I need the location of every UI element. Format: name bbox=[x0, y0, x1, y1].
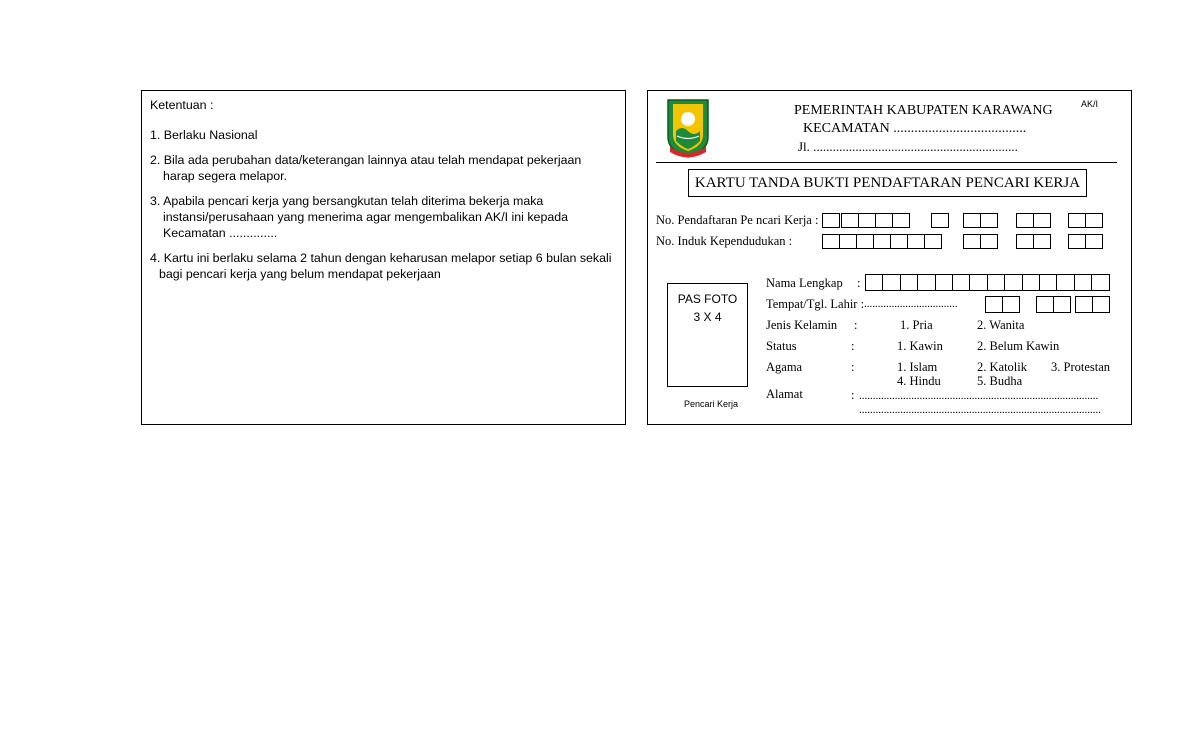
nik-digit-box[interactable] bbox=[1068, 234, 1086, 249]
address-line-2: ........................................................................................ bbox=[859, 404, 1101, 416]
address-colon: : bbox=[851, 388, 855, 402]
nik-digit-box[interactable] bbox=[924, 234, 942, 249]
birth-date-digit-box[interactable] bbox=[1002, 296, 1020, 313]
name-char-box[interactable] bbox=[900, 274, 918, 291]
birth-date-digit-box[interactable] bbox=[1053, 296, 1071, 313]
header-line-1: PEMERINTAH KABUPATEN KARAWANG bbox=[794, 103, 1053, 118]
nik-digit-box[interactable] bbox=[1085, 234, 1103, 249]
address-label: Alamat bbox=[766, 387, 803, 401]
rule-text: 2. Bila ada perubahan data/keterangan lainnya atau telah mendapat pekerjaan bbox=[150, 153, 582, 167]
photo-caption: Pencari Kerja bbox=[684, 399, 739, 409]
birth-date-digit-box[interactable] bbox=[1092, 296, 1110, 313]
nik-digit-box[interactable] bbox=[839, 234, 857, 249]
name-char-box[interactable] bbox=[952, 274, 970, 291]
reg-no-digit-box[interactable] bbox=[1016, 213, 1034, 228]
birth-date-digit-box[interactable] bbox=[1036, 296, 1054, 313]
religion-colon: : bbox=[851, 360, 855, 374]
nik-digit-box[interactable] bbox=[1016, 234, 1034, 249]
reg-no-digit-box[interactable] bbox=[931, 213, 949, 228]
name-char-box[interactable] bbox=[1022, 274, 1040, 291]
rules-list bbox=[150, 97, 615, 291]
birth-label: Tempat/Tgl. Lahir : bbox=[766, 297, 865, 311]
nik-digit-box[interactable] bbox=[1033, 234, 1051, 249]
rule-item-4 bbox=[150, 250, 615, 282]
reg-no-digit-box[interactable] bbox=[892, 213, 910, 228]
rule-text: instansi/perusahaan yang menerima agar mengembalikan AK/I ini kepada bbox=[163, 210, 569, 224]
rule-text: 1. Berlaku Nasional bbox=[150, 128, 258, 142]
photo-box bbox=[667, 283, 748, 387]
name-char-box[interactable] bbox=[865, 274, 883, 291]
header-line-2: KECAMATAN ...................................... bbox=[803, 121, 1027, 136]
gender-option-female: 2. Wanita bbox=[977, 318, 1025, 332]
header-line-3: Jl. ............................................................... bbox=[798, 139, 1018, 154]
gender-option-male: 1. Pria bbox=[900, 318, 933, 332]
rule-item-1 bbox=[150, 127, 615, 143]
nik-label: No. Induk Kependudukan : bbox=[656, 234, 793, 248]
nik-digit-box[interactable] bbox=[873, 234, 891, 249]
name-char-box[interactable] bbox=[1039, 274, 1057, 291]
header-divider bbox=[656, 162, 1117, 163]
name-char-box[interactable] bbox=[987, 274, 1005, 291]
address-line-1: ....................................................................................... bbox=[859, 390, 1099, 402]
religion-option-budha: 5. Budha bbox=[977, 374, 1023, 388]
name-char-box[interactable] bbox=[1091, 274, 1109, 291]
reg-no-label: No. Pendaftaran Pe ncari Kerja : bbox=[656, 213, 819, 227]
birth-date-digit-box[interactable] bbox=[1075, 296, 1093, 313]
karawang-emblem-icon bbox=[664, 97, 712, 159]
status-option-single: 2. Belum Kawin bbox=[977, 339, 1060, 353]
rule-text: Kecamatan .............. bbox=[163, 226, 278, 240]
nik-digit-box[interactable] bbox=[907, 234, 925, 249]
religion-option-hindu: 4. Hindu bbox=[897, 374, 941, 388]
name-char-box[interactable] bbox=[1074, 274, 1092, 291]
rule-text: 3. Apabila pencari kerja yang bersangkutan telah diterima bekerja maka bbox=[150, 194, 544, 208]
status-option-married: 1. Kawin bbox=[897, 339, 943, 353]
nik-digit-box[interactable] bbox=[963, 234, 981, 249]
religion-option-protestan: 3. Protestan bbox=[1051, 360, 1111, 374]
rule-text: harap segera melapor. bbox=[163, 169, 287, 183]
religion-option-katolik: 2. Katolik bbox=[977, 360, 1027, 374]
nik-digit-box[interactable] bbox=[856, 234, 874, 249]
religion-label: Agama bbox=[766, 360, 803, 374]
photo-size: 3 X 4 bbox=[693, 310, 722, 324]
nik-digit-box[interactable] bbox=[980, 234, 998, 249]
gender-colon: : bbox=[854, 318, 858, 332]
reg-no-digit-box[interactable] bbox=[875, 213, 893, 228]
nik-digit-box[interactable] bbox=[822, 234, 840, 249]
birth-place-dots: .................................. bbox=[864, 298, 958, 310]
photo-label: PAS FOTO bbox=[677, 292, 738, 306]
name-char-box[interactable] bbox=[935, 274, 953, 291]
reg-no-digit-box[interactable] bbox=[1033, 213, 1051, 228]
status-label: Status bbox=[766, 339, 797, 353]
rules-title: Ketentuan : bbox=[150, 98, 214, 112]
birth-date-digit-box[interactable] bbox=[985, 296, 1003, 313]
reg-no-digit-box[interactable] bbox=[963, 213, 981, 228]
nik-digit-box[interactable] bbox=[890, 234, 908, 249]
name-char-box[interactable] bbox=[1004, 274, 1022, 291]
rule-text: bagi pencari kerja yang belum mendapat pekerjaan bbox=[159, 267, 441, 281]
reg-no-digit-box[interactable] bbox=[841, 213, 859, 228]
card-title: KARTU TANDA BUKTI PENDAFTARAN PENCARI KERJA bbox=[688, 169, 1087, 197]
rule-item-3 bbox=[150, 193, 615, 241]
name-char-box[interactable] bbox=[882, 274, 900, 291]
name-label: Nama Lengkap bbox=[766, 276, 843, 290]
name-char-box[interactable] bbox=[917, 274, 935, 291]
rules-card bbox=[141, 90, 626, 425]
form-code: AK/I bbox=[1081, 99, 1099, 109]
name-colon: : bbox=[857, 276, 861, 290]
name-char-box[interactable] bbox=[1056, 274, 1074, 291]
registration-card bbox=[647, 90, 1132, 425]
gender-label: Jenis Kelamin bbox=[766, 318, 838, 332]
rule-item-2 bbox=[150, 152, 615, 184]
reg-no-digit-box[interactable] bbox=[822, 213, 840, 228]
reg-no-digit-box[interactable] bbox=[1085, 213, 1103, 228]
rule-text: 4. Kartu ini berlaku selama 2 tahun dengan keharusan melapor setiap 6 bulan sekali bbox=[150, 251, 612, 265]
name-char-box[interactable] bbox=[969, 274, 987, 291]
reg-no-digit-box[interactable] bbox=[1068, 213, 1086, 228]
status-colon: : bbox=[851, 339, 855, 353]
reg-no-digit-box[interactable] bbox=[980, 213, 998, 228]
religion-option-islam: 1. Islam bbox=[897, 360, 938, 374]
reg-no-digit-box[interactable] bbox=[858, 213, 876, 228]
